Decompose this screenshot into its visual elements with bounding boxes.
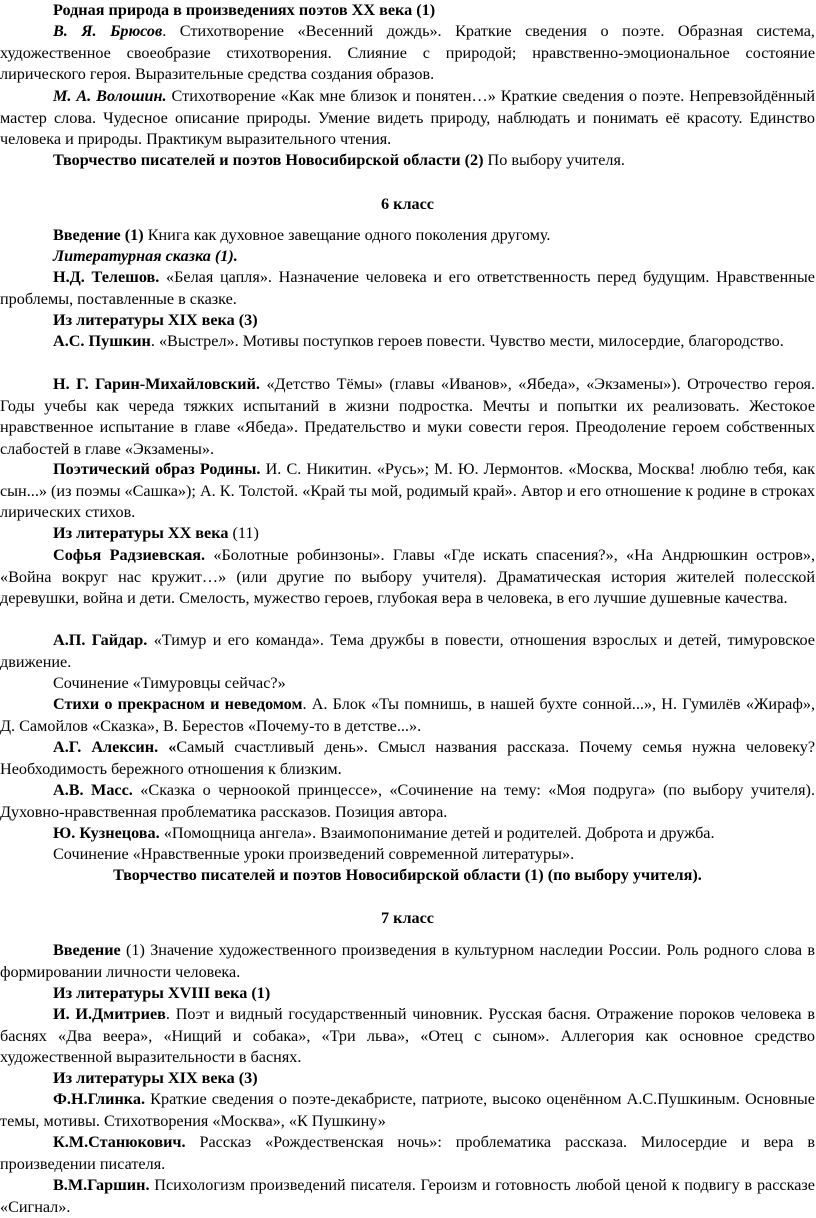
- paragraph-p11: [0, 459, 815, 524]
- paragraph-p8: [0, 310, 815, 332]
- paragraph-p24: [0, 1004, 815, 1069]
- paragraph-text: (11): [228, 524, 259, 542]
- paragraph-bold-text: В.М.Гаршин.: [53, 1176, 150, 1194]
- paragraph-text: (1) Значение художественного произведения в культурном наследии России. Роль родного слова в формировании личности человека.: [0, 941, 815, 981]
- paragraph-bold-text: Из литературы XIX века (3): [53, 1069, 258, 1087]
- paragraph-bold-text: М. А. Волошин.: [53, 87, 167, 105]
- paragraph-bold-text: Из литературы XVIII века (1): [53, 984, 271, 1002]
- paragraph-text: «Белая цапля». Назначение человека и его ответственность перед будущим. Нравственные проблемы, поставленные в сказке.: [0, 268, 815, 308]
- paragraph-p28: [0, 1175, 815, 1218]
- paragraph-bold-text: Софья Радзиевская.: [53, 546, 206, 564]
- paragraph-text: . Стихотворение «Весенний дождь». Краткие сведения о поэте. Образная система, художественное своеобразие стихотворения. Слияние с природой; нравственно-эмоциональное состояние лирического героя. Выразительные средства создания образов.: [0, 22, 815, 84]
- paragraph-bold-text: В. Я. Брюсов: [53, 22, 163, 40]
- paragraph-text: . А. Блок «Ты помнишь, в нашей бухте сонной...», Н. Гумилёв «Жираф», Д. Самойлов «Сказка», В. Берестов «Почему-то в детстве...».: [0, 695, 815, 735]
- paragraph-p7: [0, 267, 815, 310]
- paragraph-text: И. С. Никитин. «Русь»; М. Ю. Лермонтов. «Москва, Москва! люблю тебя, как сын...» (из поэмы «Сашка»); А. К. Толстой. «Край ты мой, родимый край». Автор и его отношение к родине в строках лирических стихов.: [0, 460, 815, 522]
- paragraph-text: «Детство Тёмы» (главы «Иванов», «Ябеда», «Экзамены»). Отрочество героя. Годы учебы как череда тяжких испытаний в жизни подростка. Мечты и попытки их реализовать. Жестокое нравственное испытание в главе «Ябеда». Предательство и муки совести героя. Преодоление героем собственных слабостей в главе «Экзамены».: [0, 375, 815, 458]
- section-heading-7: [0, 908, 815, 930]
- paragraph-p1: [0, 0, 815, 22]
- paragraph-bold-text: А.В. Масс.: [53, 781, 133, 799]
- paragraph-p9: [0, 331, 815, 353]
- paragraph-p22: [0, 940, 815, 983]
- paragraph-p27: [0, 1132, 815, 1175]
- paragraph-bold-text: Творчество писателей и поэтов Новосибирской области (2): [53, 151, 484, 169]
- paragraph-p20: [0, 844, 815, 866]
- paragraph-p25: [0, 1068, 815, 1090]
- paragraph-p17: [0, 737, 815, 780]
- paragraph-text: (по выбору учителя).: [543, 866, 702, 884]
- paragraph-bold-text: А.П. Гайдар.: [53, 631, 148, 649]
- paragraph-p10: [0, 374, 815, 460]
- paragraph-p23: [0, 983, 815, 1005]
- paragraph-bold-text: А.С. Пушкин: [53, 332, 151, 350]
- paragraph-p5: [0, 225, 815, 247]
- paragraph-p6: [0, 246, 815, 268]
- paragraph-text: Психологизм произведений писателя. Героизм и готовность любой ценой к подвигу в рассказе «Сигнал».: [0, 1176, 815, 1216]
- paragraph-bold-text: Стихи о прекрасном и неведомом: [53, 695, 303, 713]
- paragraph-p18: [0, 780, 815, 823]
- paragraph-text: Сочинение «Нравственные уроки произведений современной литературы».: [53, 845, 575, 863]
- paragraph-bold-text: Н.Д. Телешов.: [53, 268, 160, 286]
- paragraph-bold-text: Н. Г. Гарин-Михайловский.: [53, 375, 260, 393]
- paragraph-text: Стихотворение «Как мне близок и понятен…» Краткие сведения о поэте. Непревзойдённый мастер слова. Чудесное описание природы. Умение видеть природу, наблюдать и понимать её красоту. Единство человека и природы. Практикум выразительного чтения.: [0, 87, 815, 149]
- paragraph-text: . «Выстрел». Мотивы поступков героев повести. Чувство мести, милосердие, благородство.: [150, 332, 784, 350]
- paragraph-bold-text: Литературная сказка (1).: [53, 247, 238, 265]
- paragraph-bold-text: Из литературы XIX века (3): [53, 311, 258, 329]
- section-heading-6: [0, 194, 815, 216]
- paragraph-p26: [0, 1089, 815, 1132]
- paragraph-text: Краткие сведения о поэте-декабристе, патриоте, высоко оценённом А.С.Пушкиным. Основные темы, мотивы. Стихотворения «Москва», «К Пушкину»: [0, 1090, 815, 1130]
- paragraph-text: «Помощница ангела». Взаимопонимание детей и родителей. Доброта и дружба.: [159, 824, 715, 842]
- paragraph-bold-text: Ф.Н.Глинка.: [53, 1090, 146, 1108]
- paragraph-bold-text: 7 класс: [380, 909, 434, 927]
- paragraph-bold-text: Ю. Кузнецова.: [53, 824, 160, 842]
- paragraph-bold-text: К.М.Станюкович.: [53, 1133, 186, 1151]
- paragraph-text: Книга как духовное завещание одного поколения другому.: [143, 226, 551, 244]
- paragraph-p21: [0, 865, 815, 887]
- paragraph-p2: [0, 21, 815, 86]
- paragraph-p12: [0, 523, 815, 545]
- paragraph-text: Сочинение «Тимуровцы сейчас?»: [53, 674, 286, 692]
- paragraph-bold-text: Поэтический образ Родины.: [53, 460, 261, 478]
- paragraph-bold-text: А.Г. Алексин. «: [53, 738, 177, 756]
- paragraph-text: Рассказ «Рождественская ночь»: проблематика рассказа. Милосердие и вера в произведении писателя.: [0, 1133, 815, 1173]
- paragraph-bold-text: Введение (1): [53, 226, 144, 244]
- paragraph-p4: [0, 150, 815, 172]
- paragraph-text: «Тимур и его команда». Тема дружбы в повести, отношения взрослых и детей, тимуровское движение.: [0, 631, 815, 671]
- paragraph-p14: [0, 630, 815, 673]
- paragraph-bold-text: Введение: [53, 941, 121, 959]
- paragraph-text: По выбору учителя.: [483, 151, 625, 169]
- paragraph-p15: [0, 673, 815, 695]
- paragraph-text: Самый счастливый день». Смысл названия рассказа. Почему семья нужна человеку? Необходимость бережного отношения к близким.: [0, 738, 816, 778]
- paragraph-p3: [0, 86, 815, 151]
- paragraph-bold-text: Родная природа в произведениях поэтов XX века (1): [53, 1, 436, 19]
- paragraph-text: «Болотные робинзоны». Главы «Где искать спасения?», «На Андрюшкин остров», «Война вокруг нас кружит…» (или другие по выбору учителя). Драматическая история жителей полесской деревушки, война и дети. Смелость, мужество героев, глубокая вера в человека, в его лучшие душевные качества.: [0, 546, 815, 608]
- paragraph-text: . Поэт и видный государственный чиновник. Русская басня. Отражение пороков человека в баснях «Два веера», «Нищий и собака», «Три льва», «Отец с сыном». Аллегория как основное средство художественной выразительности в баснях.: [0, 1005, 815, 1067]
- paragraph-p19: [0, 823, 815, 845]
- paragraph-text: «Сказка о черноокой принцессе», «Сочинение на тему: «Моя подруга» (по выбору учителя). Духовно-нравственная проблематика рассказов. Позиция автора.: [0, 781, 815, 821]
- paragraph-bold-text: Из литературы XX века: [53, 524, 229, 542]
- paragraph-bold-text: И. И.Дмитриев: [53, 1005, 166, 1023]
- paragraph-bold-text: 6 класс: [380, 195, 434, 213]
- paragraph-p16: [0, 694, 815, 737]
- paragraph-bold-text: Творчество писателей и поэтов Новосибирской области (1): [113, 866, 544, 884]
- paragraph-p13: [0, 545, 815, 610]
